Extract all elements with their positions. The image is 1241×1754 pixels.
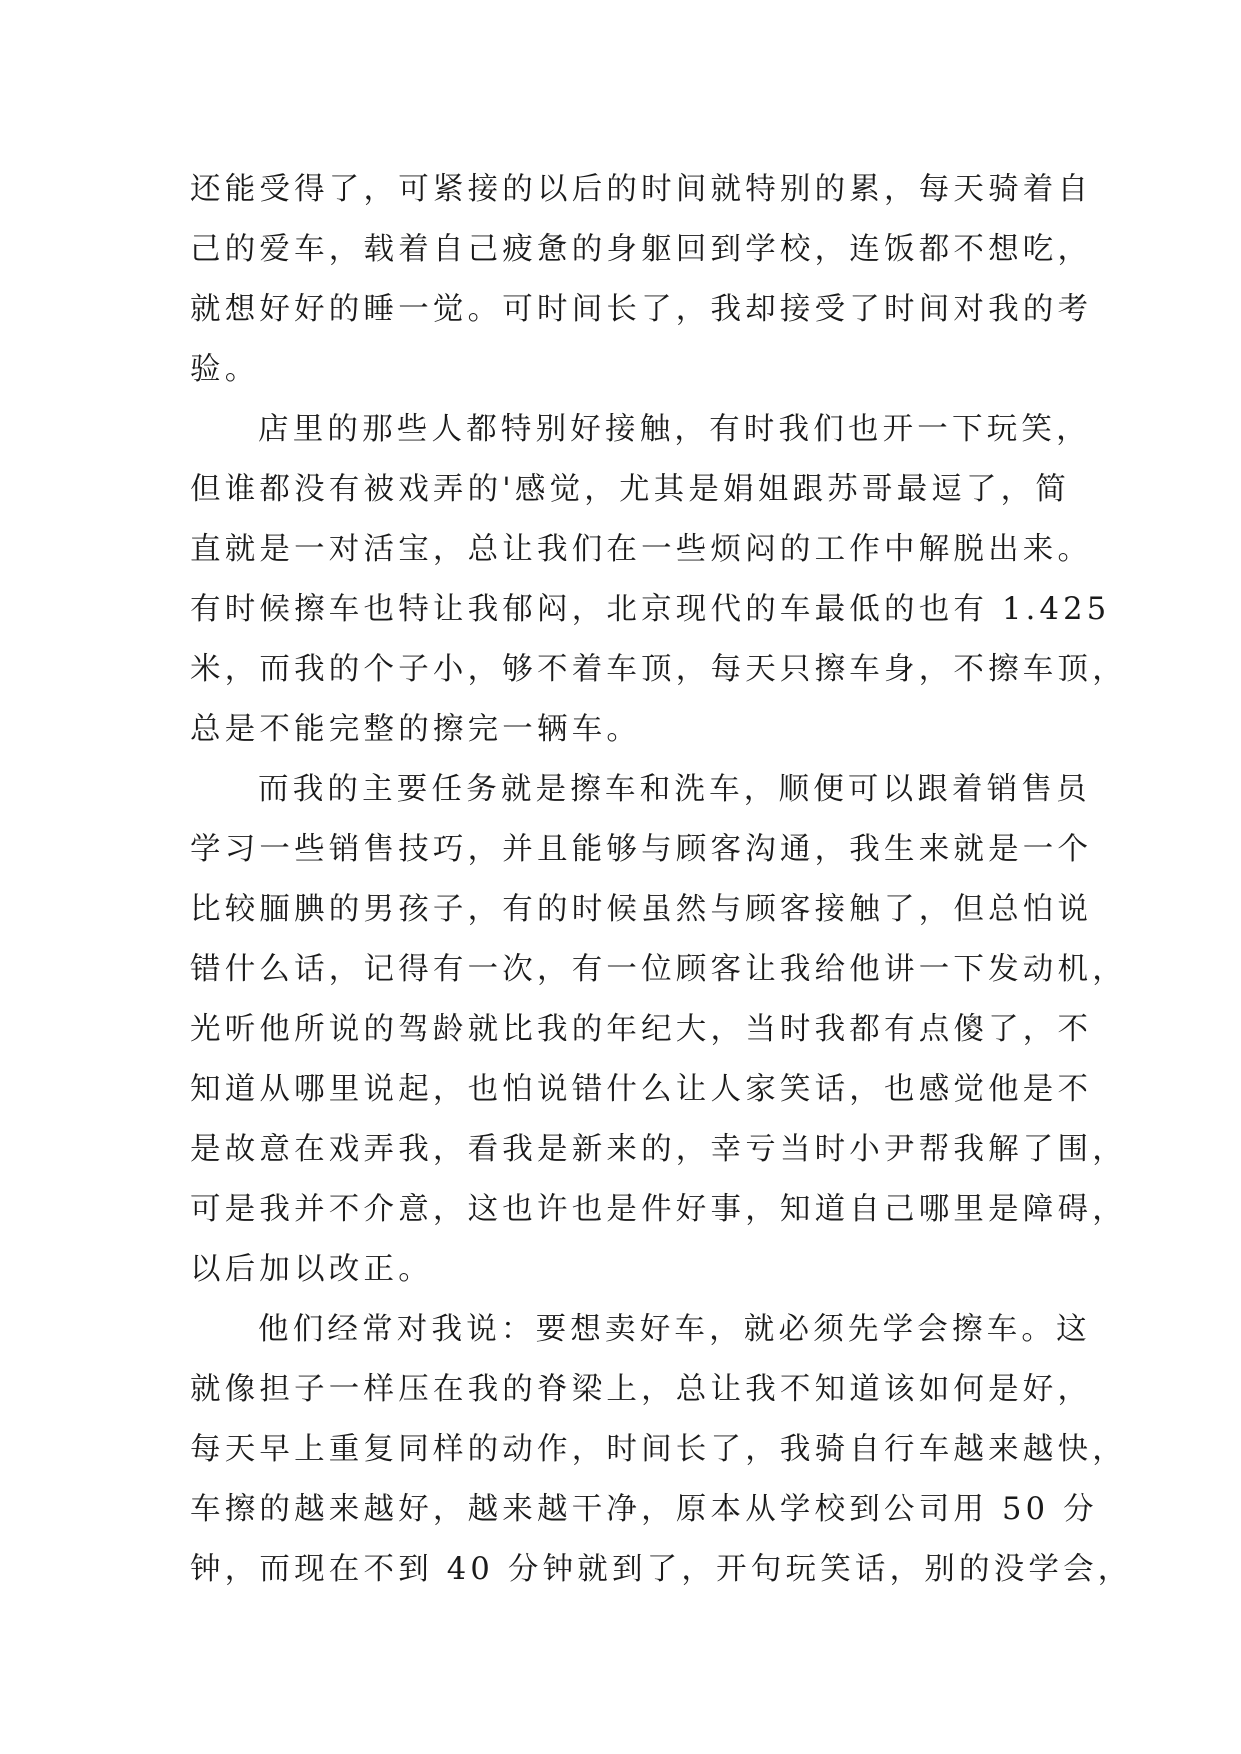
text-line: 己的爱车，载着自己疲惫的身躯回到学校，连饭都不想吃， (190, 232, 1093, 267)
body-text (190, 160, 1133, 1600)
text-line: 以后加以改正。 (190, 1252, 433, 1287)
text-line: 每天早上重复同样的动作，时间长了，我骑自行车越来越快， (190, 1432, 1127, 1467)
text-line: 还能受得了，可紧接的以后的时间就特别的累，每天骑着自 (190, 172, 1093, 207)
text-line: 验。 (190, 352, 260, 387)
text-line: 但谁都没有被戏弄的'感觉，尤其是娟姐跟苏哥最逗了，简 (190, 472, 1071, 507)
text-line: 而我的主要任务就是擦车和洗车，顺便可以跟着销售员 (258, 772, 1091, 807)
text-line: 就想好好的睡一觉。可时间长了，我却接受了时间对我的考 (190, 292, 1093, 327)
text-line: 就像担子一样压在我的脊梁上，总让我不知道该如何是好， (190, 1372, 1093, 1407)
text-line: 比较腼腆的男孩子，有的时候虽然与顾客接触了，但总怕说 (190, 892, 1093, 927)
text-line: 米，而我的个子小，够不着车顶，每天只擦车身，不擦车顶， (190, 652, 1127, 687)
text-line: 有时候擦车也特让我郁闷，北京现代的车最低的也有 1.425 (190, 592, 1111, 627)
text-line: 店里的那些人都特别好接触，有时我们也开一下玩笑， (258, 412, 1091, 447)
text-line: 可是我并不介意，这也许也是件好事，知道自己哪里是障碍， (190, 1192, 1127, 1227)
text-line: 是故意在戏弄我，看我是新来的，幸亏当时小尹帮我解了围， (190, 1132, 1127, 1167)
text-line: 他们经常对我说：要想卖好车，就必须先学会擦车。这 (258, 1312, 1091, 1347)
text-line: 总是不能完整的擦完一辆车。 (190, 712, 642, 747)
text-line: 钟，而现在不到 40 分钟就到了，开句玩笑话，别的没学会， (190, 1552, 1133, 1587)
text-line: 错什么话，记得有一次，有一位顾客让我给他讲一下发动机， (190, 952, 1127, 987)
text-line: 光听他所说的驾龄就比我的年纪大，当时我都有点傻了，不 (190, 1012, 1093, 1047)
text-line: 车擦的越来越好，越来越干净，原本从学校到公司用 50 分 (190, 1492, 1098, 1527)
text-line: 直就是一对活宝，总让我们在一些烦闷的工作中解脱出来。 (190, 532, 1093, 567)
text-line: 知道从哪里说起，也怕说错什么让人家笑话，也感觉他是不 (190, 1072, 1093, 1107)
text-line: 学习一些销售技巧，并且能够与顾客沟通，我生来就是一个 (190, 832, 1093, 867)
